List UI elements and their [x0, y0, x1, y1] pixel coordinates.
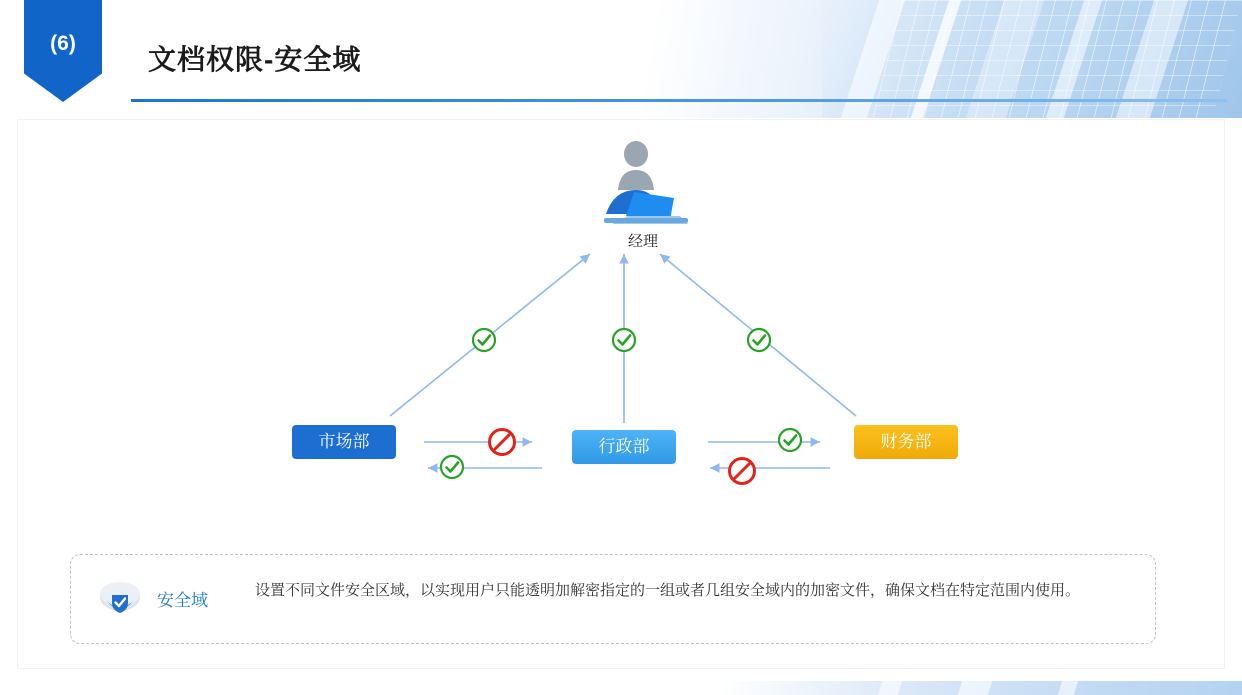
footer-stripe [958, 681, 993, 695]
security-domain-icon [91, 577, 149, 623]
manager-label: 经理 [627, 233, 658, 250]
footer-decoration [0, 681, 1242, 695]
dept-finance[interactable]: 财务部 [854, 425, 958, 459]
check-badge-market-to-manager [470, 326, 498, 354]
manager-avatar-icon [588, 138, 698, 230]
check-badge-admin-to-finance [776, 426, 804, 454]
note-box [70, 554, 1156, 644]
forbidden-badge-market-to-admin [486, 426, 518, 458]
dept-market[interactable]: 市场部 [292, 425, 396, 459]
check-badge-finance-to-manager [745, 326, 773, 354]
check-badge-admin-to-manager [610, 326, 638, 354]
dept-admin[interactable]: 行政部 [572, 430, 676, 464]
title-divider [131, 99, 1227, 102]
note-text: 设置不同文件安全区域，以实现用户只能透明加解密指定的一组或者几组安全域内的加密文件，确保文档在特定范围内使用。 [255, 582, 1081, 599]
content-panel [18, 120, 1224, 668]
footer-stripe [1058, 681, 1079, 695]
footer-stripe [878, 681, 903, 695]
permission-diagram [18, 120, 1224, 540]
step-number: (6) [50, 32, 76, 55]
note-title: 安全域 [157, 591, 208, 610]
check-badge-admin-to-market [438, 453, 466, 481]
page-title: 文档权限-安全域 [148, 44, 362, 75]
forbidden-badge-finance-to-admin [726, 455, 758, 487]
